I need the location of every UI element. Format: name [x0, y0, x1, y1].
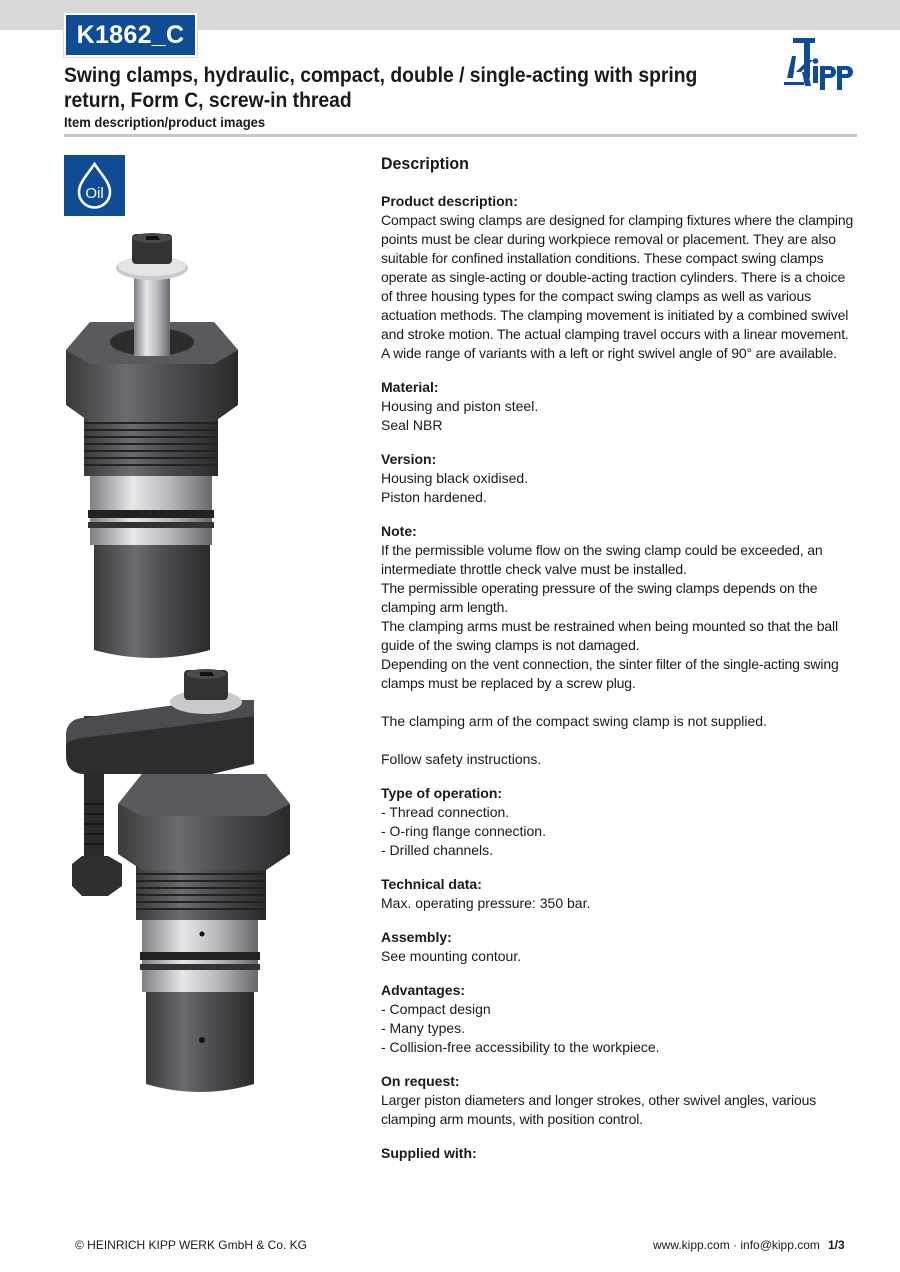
section-line: - Compact design: [381, 1001, 491, 1017]
supplied-section: [381, 1144, 859, 1163]
section-heading: Supplied with:: [381, 1145, 477, 1161]
section-line: Seal NBR: [381, 417, 443, 433]
section-line: - Many types.: [381, 1020, 466, 1036]
page-title: Swing clamps, hydraulic, compact, double / single-acting with spring return, Form C, screw-in thread: [64, 64, 698, 112]
oil-badge: [64, 155, 125, 216]
section-heading: Product description:: [381, 193, 518, 209]
footer-copyright: © HEINRICH KIPP WERK GmbH & Co. KG: [75, 1238, 307, 1252]
section-line: Housing and piston steel.: [381, 398, 539, 414]
section-line: Depending on the vent connection, the sinter filter of the single-acting swing clamps must be replaced by a screw plug.: [381, 656, 839, 691]
advantages-section: [381, 981, 859, 1057]
section-heading: Version:: [381, 451, 437, 467]
product-description-section: [381, 192, 859, 363]
section-line: - Drilled channels.: [381, 842, 494, 858]
version-section: [381, 450, 859, 507]
section-heading: Advantages:: [381, 982, 466, 998]
section-heading: Type of operation:: [381, 785, 503, 801]
section-line: - Thread connection.: [381, 804, 510, 820]
request-section: [381, 1072, 859, 1129]
material-section: [381, 378, 859, 435]
section-line: Piston hardened.: [381, 489, 487, 505]
technical-section: [381, 875, 859, 913]
oil-label: Oil: [85, 185, 104, 202]
section-line: - O-ring flange connection.: [381, 823, 546, 839]
section-line: The permissible operating pressure of the swing clamps depends on the clamping arm length.: [381, 580, 818, 615]
header-divider: [64, 134, 857, 137]
section-line: The clamping arms must be restrained when being mounted so that the ball guide of the swing clamps is not damaged.: [381, 618, 838, 653]
section-line: Follow safety instructions.: [381, 751, 542, 767]
section-heading: Technical data:: [381, 876, 482, 892]
description-panel: [381, 153, 859, 1178]
kipp-logo: [784, 38, 858, 92]
oil-drop-icon: [64, 155, 125, 216]
section-heading: Note:: [381, 523, 417, 539]
product-image-bottom: [62, 664, 298, 1100]
assembly-section: [381, 928, 859, 966]
product-image-top: [60, 230, 244, 666]
section-line: Housing black oxidised.: [381, 470, 529, 486]
section-text: Compact swing clamps are designed for clamping fixtures where the clamping points must be clear during workpiece removal or placement. They are also suitable for confined installation conditions. These compact swing clamps operate as single-acting or double-acting traction cylinders. There is a choice of three housing types for the compact swing clamps as well as various actuation methods. The clamping movement is initiated by a combined swivel and stroke motion. The actual clamping travel occurs with a linear movement. A wide range of variants with a left or right swivel angle of 90° are available.: [381, 212, 854, 361]
section-text: Larger piston diameters and longer strokes, other swivel angles, various clamping arm mounts, with position control.: [381, 1092, 817, 1127]
note-section: [381, 522, 859, 769]
operation-section: [381, 784, 859, 860]
section-heading: Material:: [381, 379, 439, 395]
footer-contact[interactable]: www.kipp.com · info@kipp.com: [653, 1238, 820, 1252]
description-heading: Description: [381, 154, 469, 173]
page-subtitle: Item description/product images: [64, 114, 266, 130]
product-code-badge: K1862_C: [64, 13, 197, 57]
section-line: The clamping arm of the compact swing clamp is not supplied.: [381, 713, 767, 729]
section-line: See mounting contour.: [381, 948, 522, 964]
section-line: - Collision-free accessibility to the workpiece.: [381, 1039, 660, 1055]
section-line: Max. operating pressure: 350 bar.: [381, 895, 591, 911]
page-number: 1/3: [828, 1238, 845, 1252]
section-heading: On request:: [381, 1073, 460, 1089]
section-heading: Assembly:: [381, 929, 452, 945]
section-line: If the permissible volume flow on the swing clamp could be exceeded, an intermediate throttle check valve must be installed.: [381, 542, 823, 577]
